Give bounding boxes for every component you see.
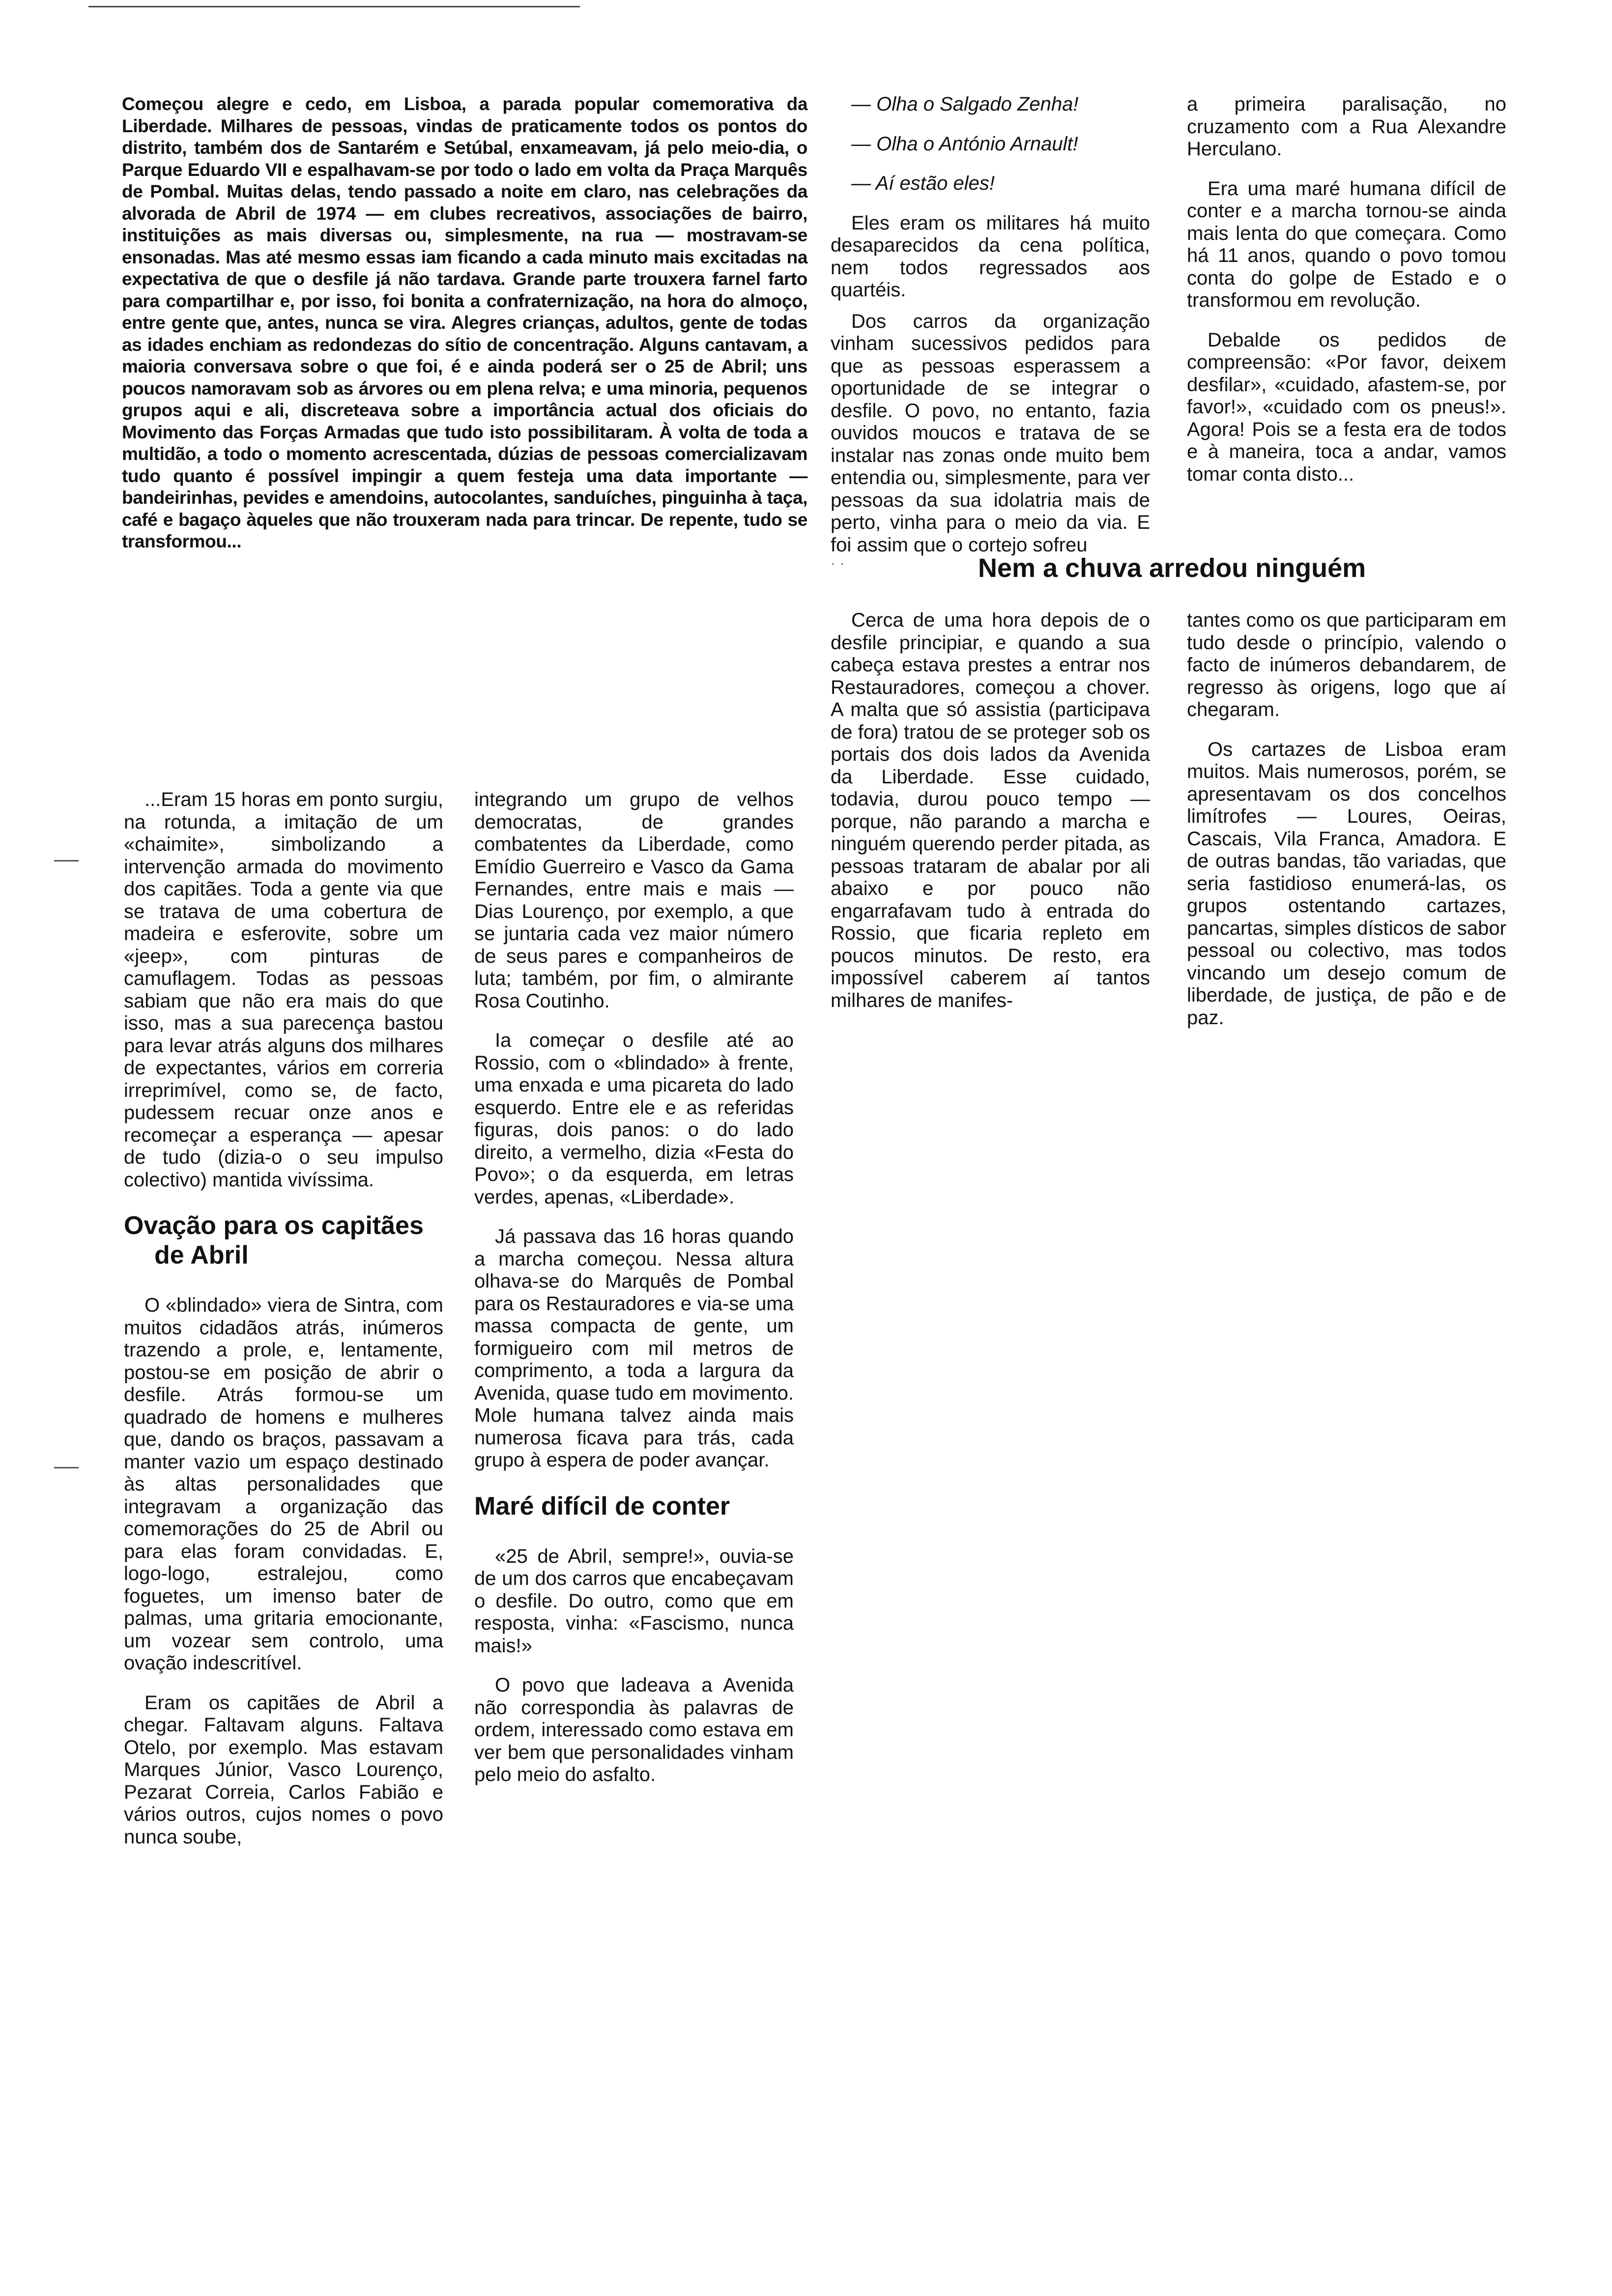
paragraph: Era uma maré humana difícil de conter e a marcha tornou-se ainda mais lenta do que começara. Como há 11 anos, quando o povo tomou conta do golpe de Estado e o transformou em revolução. (1187, 177, 1506, 311)
article-column-3-continued (831, 609, 1150, 1029)
article-column-4-continued (1187, 609, 1506, 1046)
paragraph: O «blindado» viera de Sintra, com muitos cidadãos atrás, inúmeros trazendo a prole, e, lentamente, postou-se em posição de abrir o desfile. Atrás formou-se um quadrado de homens e mulheres que, dando os braços, passavam a manter vazio um espaço destinado às altas personalidades que integravam a organização das comemorações do 25 de Abril ou para elas foram convidadas. E, logo-logo, estralejou, como foguetes, um imenso bater de palmas, uma gritaria emocionante, um vozear sem controlo, uma ovação indescritível. (124, 1294, 443, 1674)
section-heading-mare: Maré difícil de conter (474, 1492, 730, 1521)
paragraph: a primeira paralisação, no cruzamento com a Rua Alexandre Herculano. (1187, 93, 1506, 160)
paragraph: Debalde os pedidos de compreensão: «Por favor, deixem desfilar», «cuidado, afastem-se, por favor!», «cuidado com os pneus!». Agora! Pois se a festa era de todos e à maneira, toca a andar, vamos tomar conta disto... (1187, 329, 1506, 485)
lead-text: Começou alegre e cedo, em Lisboa, a parada popular comemorativa da Liberdade. Milhares de pessoas, vindas de praticamente todos os pontos do distrito, também dos de Santarém e Setúbal, enxameavam, já pelo meio-dia, o Parque Eduardo VII e espalhavam-se por todo o lado em volta da Praça Marquês de Pombal. Muitas delas, tendo passado a noite em claro, nas celebrações da alvorada de Abril de 1974 — em clubes recreativos, associações de bairro, instituições as mais diversas ou, simplesmente, na rua — mostravam-se ensonadas. Mas até mesmo essas iam ficando a cada minuto mais excitadas na expectativa de que o desfile já não tardava. Grande parte trouxera farnel farto para compartilhar e, por isso, foi bonita a confraternização, na hora do almoço, entre gente que, antes, nunca se vira. Alegres crianças, adultos, gente de todas as idades enchiam as redondezas do sítio de concentração. Alguns cantavam, a maioria conversava sobre o que foi, é e ainda poderá ser o 25 de Abril; uns poucos namoravam sob as árvores ou em plena relva; e uma minoria, pequenos grupos aqui e ali, discreteava sobre a importância actual dos oficiais do Movimento das Forças Armadas que tudo isto possibilitaram. À volta de toda a multidão, a todo o momento acrescentada, dúzias de pessoas comercializavam tudo quanto é possível impingir a quem festeja uma data importante — bandeirinhas, pevides e amendoins, autocolantes, sanduíches, pinguinha à taça, café e bagaço àqueles que não trouxeram nada para trincar. De repente, tudo se transformou... (122, 94, 807, 551)
article-column-3 (831, 93, 1150, 574)
article-column-1 (124, 789, 443, 1866)
heading-line: de Abril (154, 1241, 249, 1269)
paragraph: Eles eram os militares há muito desaparecidos da cena política, nem todos regressados aos quartéis. (831, 212, 1150, 301)
margin-mark (54, 1467, 79, 1468)
paragraph: «25 de Abril, sempre!», ouvia-se de um dos carros que encabeçavam o desfile. Do outro, como que em resposta, vinha: «Fascismo, nunca mais!» (474, 1545, 794, 1657)
paragraph: ...Eram 15 horas em ponto surgiu, na rotunda, a imitação de um «chaimite», simbolizando a intervenção armada do movimento dos capitães. Toda a gente via que se tratava de uma cobertura de madeira e esferovite, sobre um «jeep», com pinturas de camuflagem. Todas as pessoas sabiam que não era mais do que isso, mas a sua parecença bastou para levar atrás alguns dos milhares de expectantes, vários em correria irreprimível, como se, de facto, pudessem recuar onze anos e recomeçar a esperança — apesar de tudo (dizia-o o seu impulso colectivo) mantida vivíssima. (124, 789, 443, 1191)
heading-line: Ovação para os capitães (124, 1211, 424, 1240)
paragraph: tantes como os que participaram em tudo desde o princípio, valendo o facto de inúmeros debandarem, de regresso às origens, logo que aí chegaram. (1187, 609, 1506, 720)
top-rule (88, 6, 580, 7)
article-column-2 (474, 789, 794, 1804)
paragraph: Eram os capitães de Abril a chegar. Faltavam alguns. Faltava Otelo, por exemplo. Mas estavam Marques Júnior, Vasco Lourenço, Pezarat Correia, Carlos Fabião e vários outros, cujos nomes o povo nunca soube, (124, 1692, 443, 1848)
paragraph: Dos carros da organização vinham sucessivos pedidos para que as pessoas esperassem a oportunidade de se integrar o desfile. O povo, no entanto, fazia ouvidos moucos e tratava de se instalar nas zonas onde muito bem entendia ou, simplesmente, para ver pessoas da sua idolatria mais de perto, vinha para o meio da via. E foi assim que o cortejo sofreu (831, 310, 1150, 556)
paragraph: integrando um grupo de velhos democratas, de grandes combatentes da Liberdade, como Emídio Guerreiro e Vasco da Gama Fernandes, entre mais e mais — Dias Lourenço, por exemplo, a que se juntaria cada vez maior número de seus pares e companheiros de luta; também, por fim, o almirante Rosa Coutinho. (474, 789, 794, 1012)
paragraph: Ia começar o desfile até ao Rossio, com o «blindado» à frente, uma enxada e uma picareta do lado esquerdo. Entre ele e as referidas figuras, dois panos: o do lado direito, a vermelho, dizia «Festa do Povo»; o da esquerda, em letras verdes, apenas, «Liberdade». (474, 1030, 794, 1208)
quoted-exclamation: — Olha o Salgado Zenha! (851, 93, 1079, 115)
quoted-exclamation: — Aí estão eles! (851, 172, 995, 194)
quoted-exclamation: — Olha o António Arnault! (851, 133, 1078, 155)
paragraph: Cerca de uma hora depois de o desfile principiar, e quando a sua cabeça estava prestes a entrar nos Restauradores, começou a chover. A malta que só assistia (participava de fora) tratou de se proteger sob os portais dos dois lados da Avenida da Liberdade. Esse cuidado, todavia, durou pouco tempo — porque, não parando a marcha e ninguém querendo perder pitada, as pessoas trataram de abalar por ali abaixo e por pouco não engarrafavam tudo à entrada do Rossio, que ficaria repleto em poucos minutos. De resto, era impossível caberem aí tantos milhares de manifes- (831, 609, 1150, 1011)
margin-mark (54, 860, 79, 861)
print-smudge: · · (831, 555, 845, 572)
paragraph: Os cartazes de Lisboa eram muitos. Mais numerosos, porém, se apresentavam os dos concelhos limítrofes — Loures, Oeiras, Cascais, Vila Franca, Amadora. E de outras bandas, tão variadas, que seria fastidioso enumerá-las, os grupos ostentando cartazes, pancartas, simples dísticos de sabor pessoal ou colectivo, mas todos vincando um desejo comum de liberdade, de justiça, de pão e de paz. (1187, 738, 1506, 1029)
section-heading-chuva: Nem a chuva arredou ninguém (978, 553, 1366, 583)
paragraph: Já passava das 16 horas quando a marcha começou. Nessa altura olhava-se do Marquês de Pombal para os Restauradores e via-se uma massa compacta de gente, um formigueiro com mil metros de comprimento, a toda a largura da Avenida, quase tudo em movimento. Mole humana talvez ainda mais numerosa ficava para trás, cada grupo à espera de poder avançar. (474, 1226, 794, 1471)
section-heading-ovacao (124, 1211, 443, 1270)
paragraph: O povo que ladeava a Avenida não correspondia às palavras de ordem, interessado como estava em ver bem que personalidades vinham pelo meio do asfalto. (474, 1674, 794, 1785)
article-column-4 (1187, 93, 1506, 503)
lead-paragraph (122, 93, 807, 553)
